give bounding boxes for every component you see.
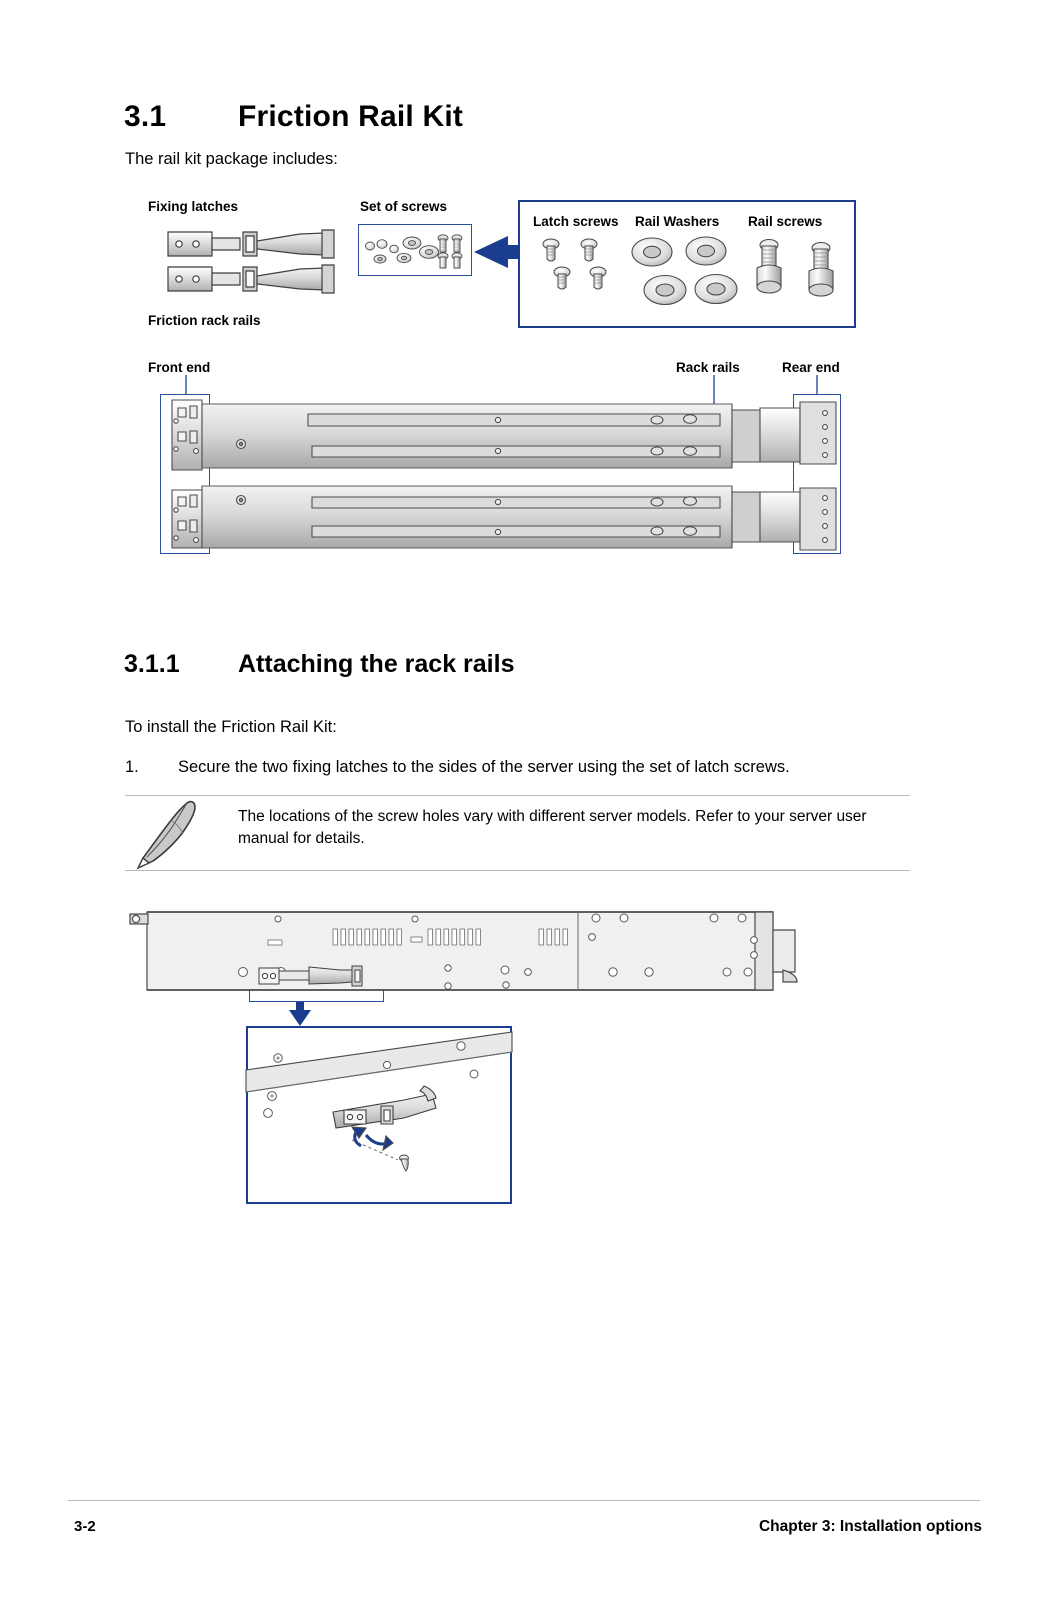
screws-detail-callout-box bbox=[518, 200, 856, 328]
server-chassis-side-view bbox=[130, 912, 797, 990]
subsection-title bbox=[124, 650, 514, 679]
step-1-text: Secure the two fixing latches to the sides of the server using the set of latch screws. bbox=[178, 758, 790, 776]
footer-rule bbox=[68, 1500, 980, 1501]
note-pencil-icon bbox=[135, 796, 205, 871]
note-body bbox=[125, 796, 910, 870]
footer-page-number: 3-2 bbox=[74, 1518, 96, 1535]
fixing-latch-upper bbox=[168, 230, 334, 258]
page-title bbox=[124, 100, 463, 134]
label-rail-washers: Rail Washers bbox=[635, 214, 720, 229]
subsection-heading-text: Attaching the rack rails bbox=[238, 650, 515, 678]
section-title: Friction Rail Kit bbox=[238, 100, 464, 133]
fixing-latch-lower bbox=[168, 265, 334, 293]
label-rear-end: Rear end bbox=[782, 360, 840, 375]
label-set-of-screws: Set of screws bbox=[360, 199, 448, 214]
latch-zoom-box bbox=[246, 1026, 512, 1204]
note-box bbox=[125, 795, 910, 871]
install-intro: To install the Friction Rail Kit: bbox=[125, 718, 337, 736]
note-bottom-rule bbox=[125, 870, 910, 871]
latch-detail-box bbox=[249, 960, 384, 1002]
footer-chapter: Chapter 3: Installation options bbox=[758, 1518, 982, 1535]
latch-zoom-arrow bbox=[289, 1002, 311, 1026]
section-number: 3.1 bbox=[124, 100, 167, 133]
label-latch-screws: Latch screws bbox=[533, 214, 619, 229]
leader-lines bbox=[186, 375, 817, 444]
step-1-number: 1. bbox=[125, 758, 139, 776]
set-of-screws-box bbox=[358, 224, 472, 276]
note-text: The locations of the screw holes vary with different server models. Refer to your server user manual for details. bbox=[238, 808, 867, 848]
subsection-number: 3.1.1 bbox=[124, 650, 180, 678]
screws-callout-arrow bbox=[474, 236, 518, 268]
rear-end-box bbox=[793, 394, 841, 554]
label-fixing-latches: Fixing latches bbox=[148, 199, 239, 214]
rack-rail-lower bbox=[172, 486, 836, 550]
front-end-box-top bbox=[160, 394, 210, 554]
intro-text: The rail kit package includes: bbox=[125, 150, 338, 168]
rack-rail-upper bbox=[172, 400, 836, 470]
label-friction-rack-rails: Friction rack rails bbox=[148, 313, 261, 328]
step-1 bbox=[125, 758, 955, 777]
label-rail-screws: Rail screws bbox=[748, 214, 823, 229]
label-rack-rails: Rack rails bbox=[676, 360, 740, 375]
label-front-end: Front end bbox=[148, 360, 211, 375]
